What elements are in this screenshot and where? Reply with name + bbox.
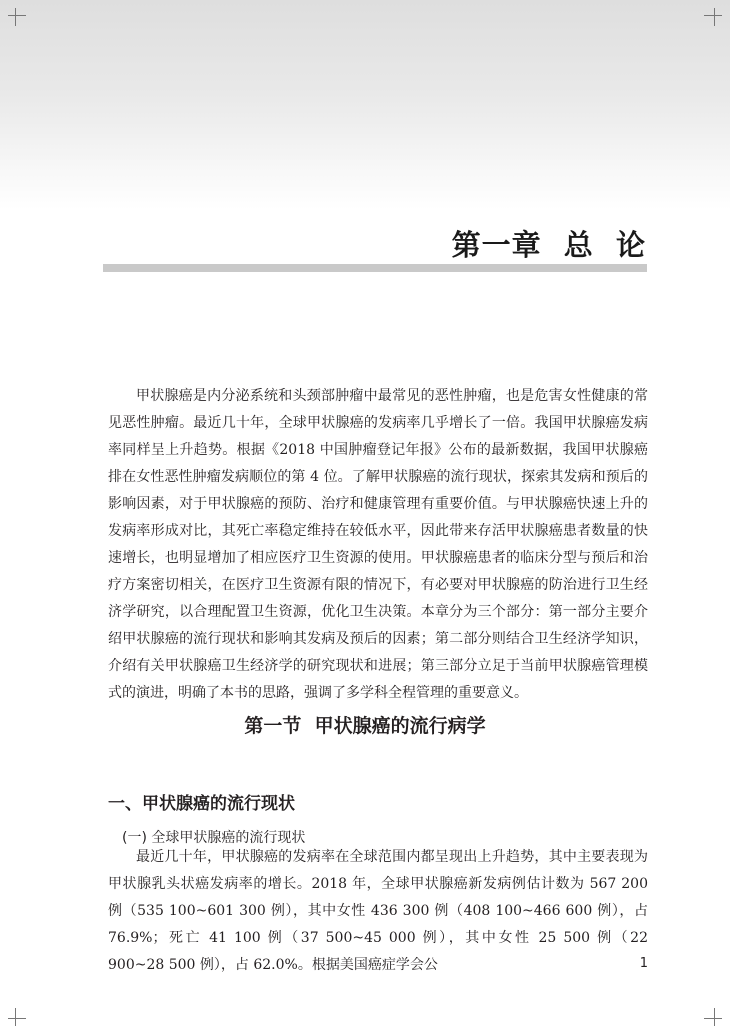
chapter-title: 第一章 总 论 [451,228,646,262]
crop-mark-bottom-left [8,1018,26,1019]
body-text [108,844,648,979]
chapter-title-rule [103,264,647,272]
header-background-band [0,0,730,210]
crop-mark-top-left [15,8,16,26]
body-paragraph: 最近几十年，甲状腺癌的发病率在全球范围内都呈现出上升趋势，其中主要表现为甲状腺乳头状癌发病率的增长。2018 年，全球甲状腺癌新发病例估计数为 567 200 例（535 100~601 300 例），其中女性 436 300 例（408 100~466 600 例），占 76.9%；死亡 41 100 例（37 500~45 000 例），其中女性 25 500 例（22 900~28 500 例），占 62.0%。根据美国癌症学会公 [108,849,648,973]
crop-mark-bottom-left [15,1008,16,1026]
crop-mark-top-right [704,15,722,16]
crop-mark-top-right [714,8,715,26]
subsection-title: 一、甲状腺癌的流行现状 [108,794,295,814]
crop-mark-top-left [8,15,26,16]
subsubsection-title: (一) 全球甲状腺癌的流行现状 [122,830,306,846]
section-title: 第一节 甲状腺癌的流行病学 [244,715,486,737]
page-number: 1 [639,956,648,971]
intro-paragraph: 甲状腺癌是内分泌系统和头颈部肿瘤中最常见的恶性肿瘤，也是危害女性健康的常见恶性肿瘤。最近几十年，全球甲状腺癌的发病率几乎增长了一倍。我国甲状腺癌发病率同样呈上升趋势。根据《2018 中国肿瘤登记年报》公布的最新数据，我国甲状腺癌排在女性恶性肿瘤发病顺位的第 4 位。了解甲状腺癌的流行现状，探索其发病和预后的影响因素，对于甲状腺癌的预防、治疗和健康管理有重要价值。与甲状腺癌快速上升的发病率形成对比，其死亡率稳定维持在较低水平，因此带来存活甲状腺癌患者数量的快速增长，也明显增加了相应医疗卫生资源的使用。甲状腺癌患者的临床分型与预后和治疗方案密切相关，在医疗卫生资源有限的情况下，有必要对甲状腺癌的防治进行卫生经济学研究，以合理配置卫生资源，优化卫生决策。本章分为三个部分：第一部分主要介绍甲状腺癌的流行现状和影响其发病及预后的因素；第二部分则结合卫生经济学知识，介绍有关甲状腺癌卫生经济学的研究现状和进展；第三部分立足于当前甲状腺癌管理模式的演进，明确了本书的思路，强调了多学科全程管理的重要意义。 [108,388,648,701]
chapter-intro [108,383,648,707]
crop-mark-bottom-right [704,1018,722,1019]
crop-mark-bottom-right [714,1008,715,1026]
